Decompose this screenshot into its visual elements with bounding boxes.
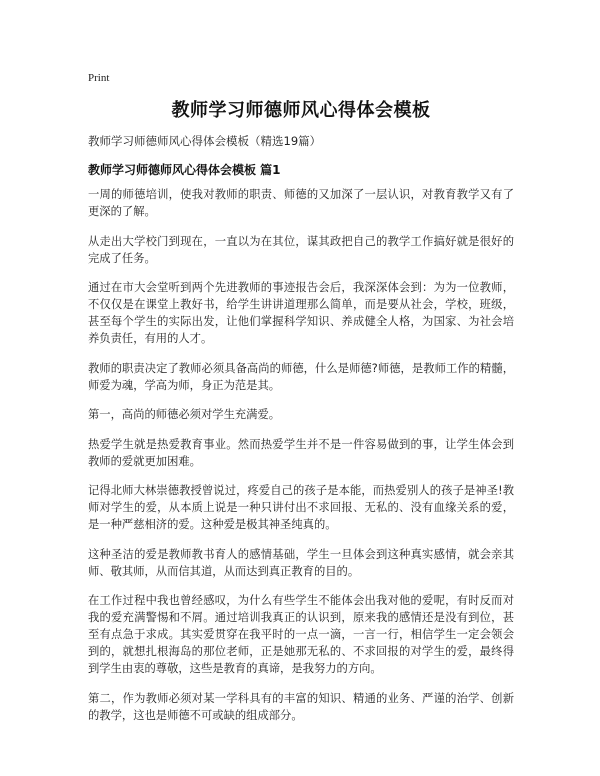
paragraph: 第二，作为教师必须对某一学科具有的丰富的知识、精通的业务、严谨的治学、创新的教学，这也是师德不可或缺的组成部分。 — [88, 691, 514, 722]
paragraph: 教师的职责决定了教师必须具备高尚的师德，什么是师德?师德，是教师工作的精髓，师爱为魂，学高为师，身正为范是其。 — [88, 361, 514, 392]
paragraph: 一周的师德培训，使我对教师的职责、师德的又加深了一层认识，对教育教学又有了更深的了解。 — [88, 188, 514, 218]
paragraph: 记得北师大林崇德教授曾说过，疼爱自己的孩子是本能，而热爱别人的孩子是神圣!教师对学生的爱，从本质上说是一种只讲付出不求回报、无私的、没有血缘关系的爱，是一种严慈相济的爱。这种爱是极其神圣纯真的。 — [88, 484, 514, 531]
paragraph: 这种圣洁的爱是教师教书育人的感情基础，学生一旦体会到这种真实感情，就会亲其师、敬其师，从而信其道，从而达到真正教育的目的。 — [88, 547, 514, 578]
paragraph: 通过在市大会堂听到两个先进教师的事迹报告会后，我深深体会到：为为一位教师，不仅仅是在课堂上教好书，给学生讲讲道理那么简单，而是要从社会，学校，班级，甚至每个学生的实际出发，让他们掌握科学知识、养成健全人格，为国家、为社会培养负责任，有用的人才。 — [88, 281, 514, 345]
document-body — [88, 186, 514, 736]
paragraph: 在工作过程中我也曾经感叹，为什么有些学生不能体会出我对他的爱呢，有时反而对我的爱充满警惕和不屑。通过培训我真正的认识到，原来我的感情还是没有到位，甚至有点急于求成。其实爱贯穿在我平时的一点一滴，一言一行，相信学生一定会领会到的，就想扎根海岛的那位老师，正是她那无私的、不求回报的对学生的爱，最终得到学生由衷的尊敬，这些是教育的真谛，是我努力的方向。 — [88, 594, 514, 675]
paragraph: 热爱学生就是热爱教育事业。然而热爱学生并不是一件容易做到的事，让学生体会到教师的爱就更加困难。 — [88, 437, 514, 468]
paragraph: 第一，高尚的师德必须对学生充满爱。 — [88, 408, 281, 421]
print-label[interactable]: Print — [88, 72, 110, 84]
section-heading: 教师学习师德师风心得体会模板 篇1 — [88, 163, 281, 177]
page-title: 教师学习师德师风心得体会模板 — [171, 100, 431, 121]
paragraph: 从走出大学校门到现在，一直以为在其位，谋其政把自己的教学工作搞好就是很好的完成了任务。 — [88, 234, 514, 265]
document-subtitle: 教师学习师德师风心得体会模板（精选19篇） — [88, 134, 322, 148]
